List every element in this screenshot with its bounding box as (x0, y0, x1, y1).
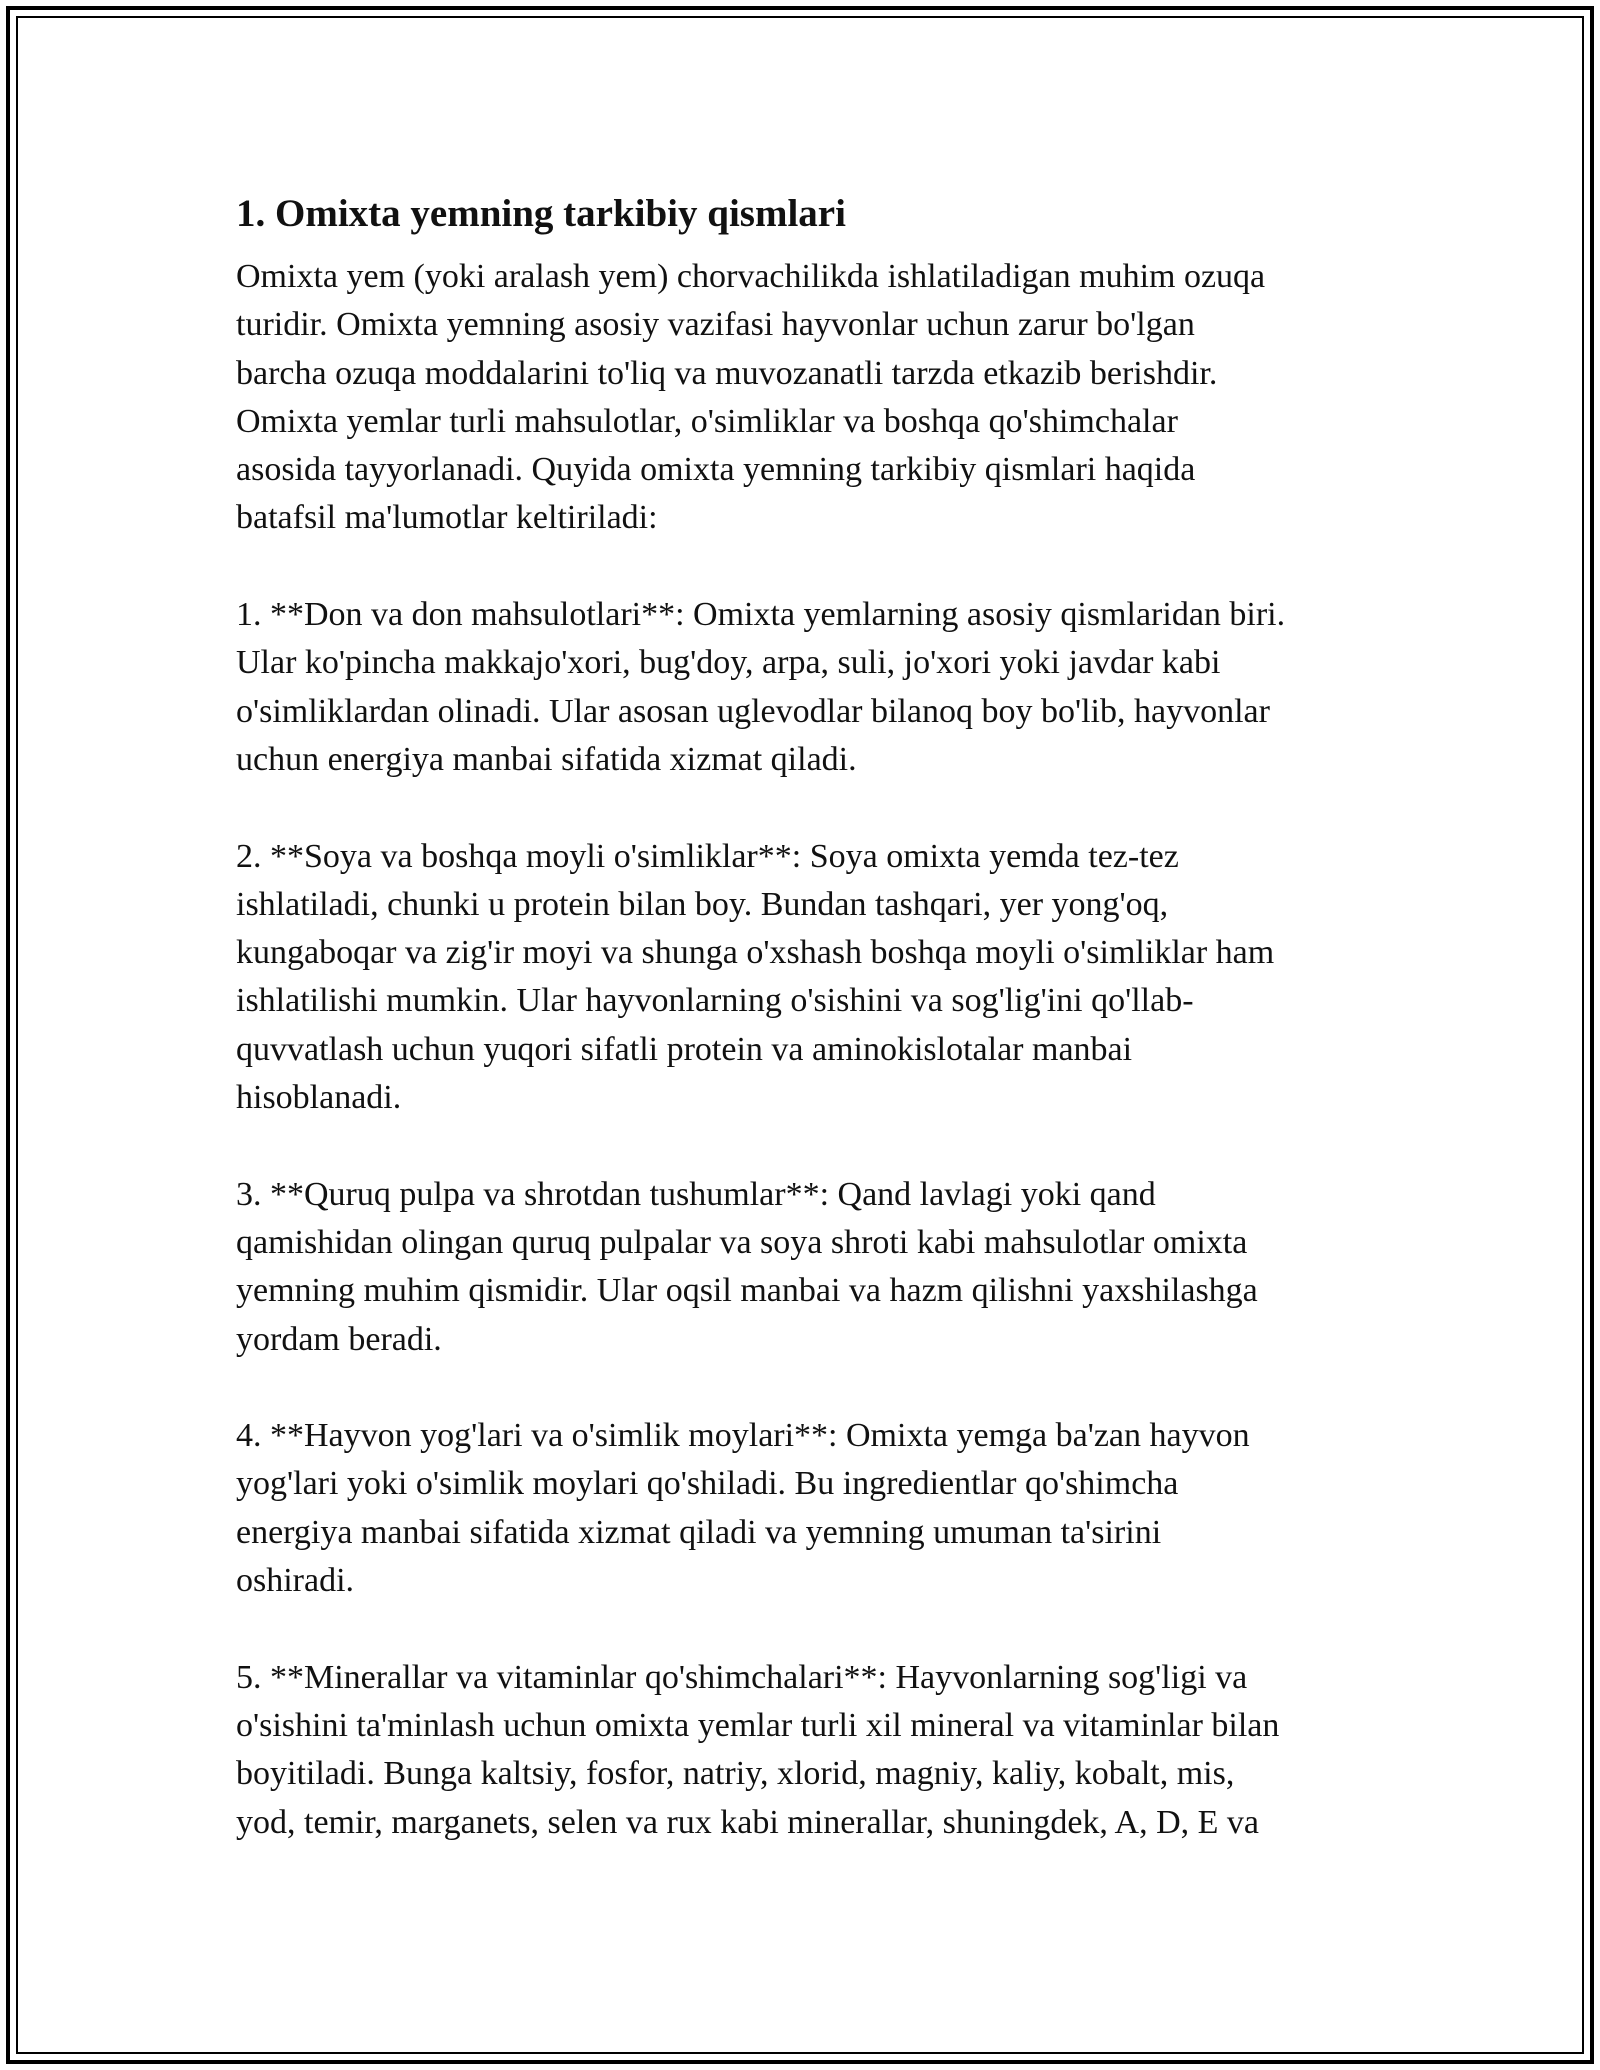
list-item-minerals-vitamins: 5. **Minerallar va vitaminlar qo'shimchalari**: Hayvonlarning sog'ligi va o'sishini ta'minlash uchun omixta yemlar turli xil mineral va vitaminlar bilan boyitiladi. Bunga kaltsiy, fosfor, natriy, xlorid, magniy, kaliy, kobalt, mis, yod, temir, marganets, selen va rux kabi minerallar, shuningdek, A, D, E va (236, 1658, 1280, 1841)
document-body (236, 183, 1376, 1847)
list-item-grains: 1. **Don va don mahsulotlari**: Omixta yemlarning asosiy qismlaridan biri. Ular ko'pincha makkajo'xori, bug'doy, arpa, suli, jo'xori yoki javdar kabi o'simliklardan olinadi. Ular asosan uglevodlar bilanoq boy bo'lib, hayvonlar uchun energiya manbai sifatida xizmat qiladi. (236, 596, 1286, 778)
list-item-fats-oils: 4. **Hayvon yog'lari va o'simlik moylari**: Omixta yemga ba'zan hayvon yog'lari yoki o'simlik moylari qo'shiladi. Bu ingredientlar qo'shimcha energiya manbai sifatida xizmat qiladi va yemning umuman ta'sirini oshiradi. (236, 1417, 1250, 1600)
list-item-soy-oilseeds: 2. **Soya va boshqa moyli o'simliklar**: Soya omixta yemda tez-tez ishlatiladi, chunki u protein bilan boy. Bundan tashqari, yer yong'oq, kungaboqar va zig'ir moyi va shunga o'xshash boshqa moyli o'simliklar ham ishlatilishi mumkin. Ular hayvonlarning o'sishini va sog'lig'ini qo'llab- quvvatlash uchun yuqori sifatli protein va aminokislotalar manbai hisoblanadi. (236, 837, 1275, 1117)
list-item-dry-pulp: 3. **Quruq pulpa va shrotdan tushumlar**: Qand lavlagi yoki qand qamishidan olingan quruq pulpalar va soya shroti kabi mahsulotlar omixta yemning muhim qismidir. Ular oqsil manbai va hazm qilishni yaxshilashga yordam beradi. (236, 1175, 1258, 1358)
intro-paragraph: Omixta yem (yoki aralash yem) chorvachilikda ishlatiladigan muhim ozuqa turidir. Omixta yemning asosiy vazifasi hayvonlar uchun zarur bo'lgan barcha ozuqa moddalarini to'liq va muvozanatli tarzda etkazib berishdir. Omixta yemlar turli mahsulotlar, o'simliklar va boshqa qo'shimchalar asosida tayyorlanadi. Quyida omixta yemning tarkibiy qismlari haqida batafsil ma'lumotlar keltiriladi: (236, 258, 1266, 537)
section-heading: 1. Omixta yemning tarkibiy qismlari (236, 192, 846, 235)
